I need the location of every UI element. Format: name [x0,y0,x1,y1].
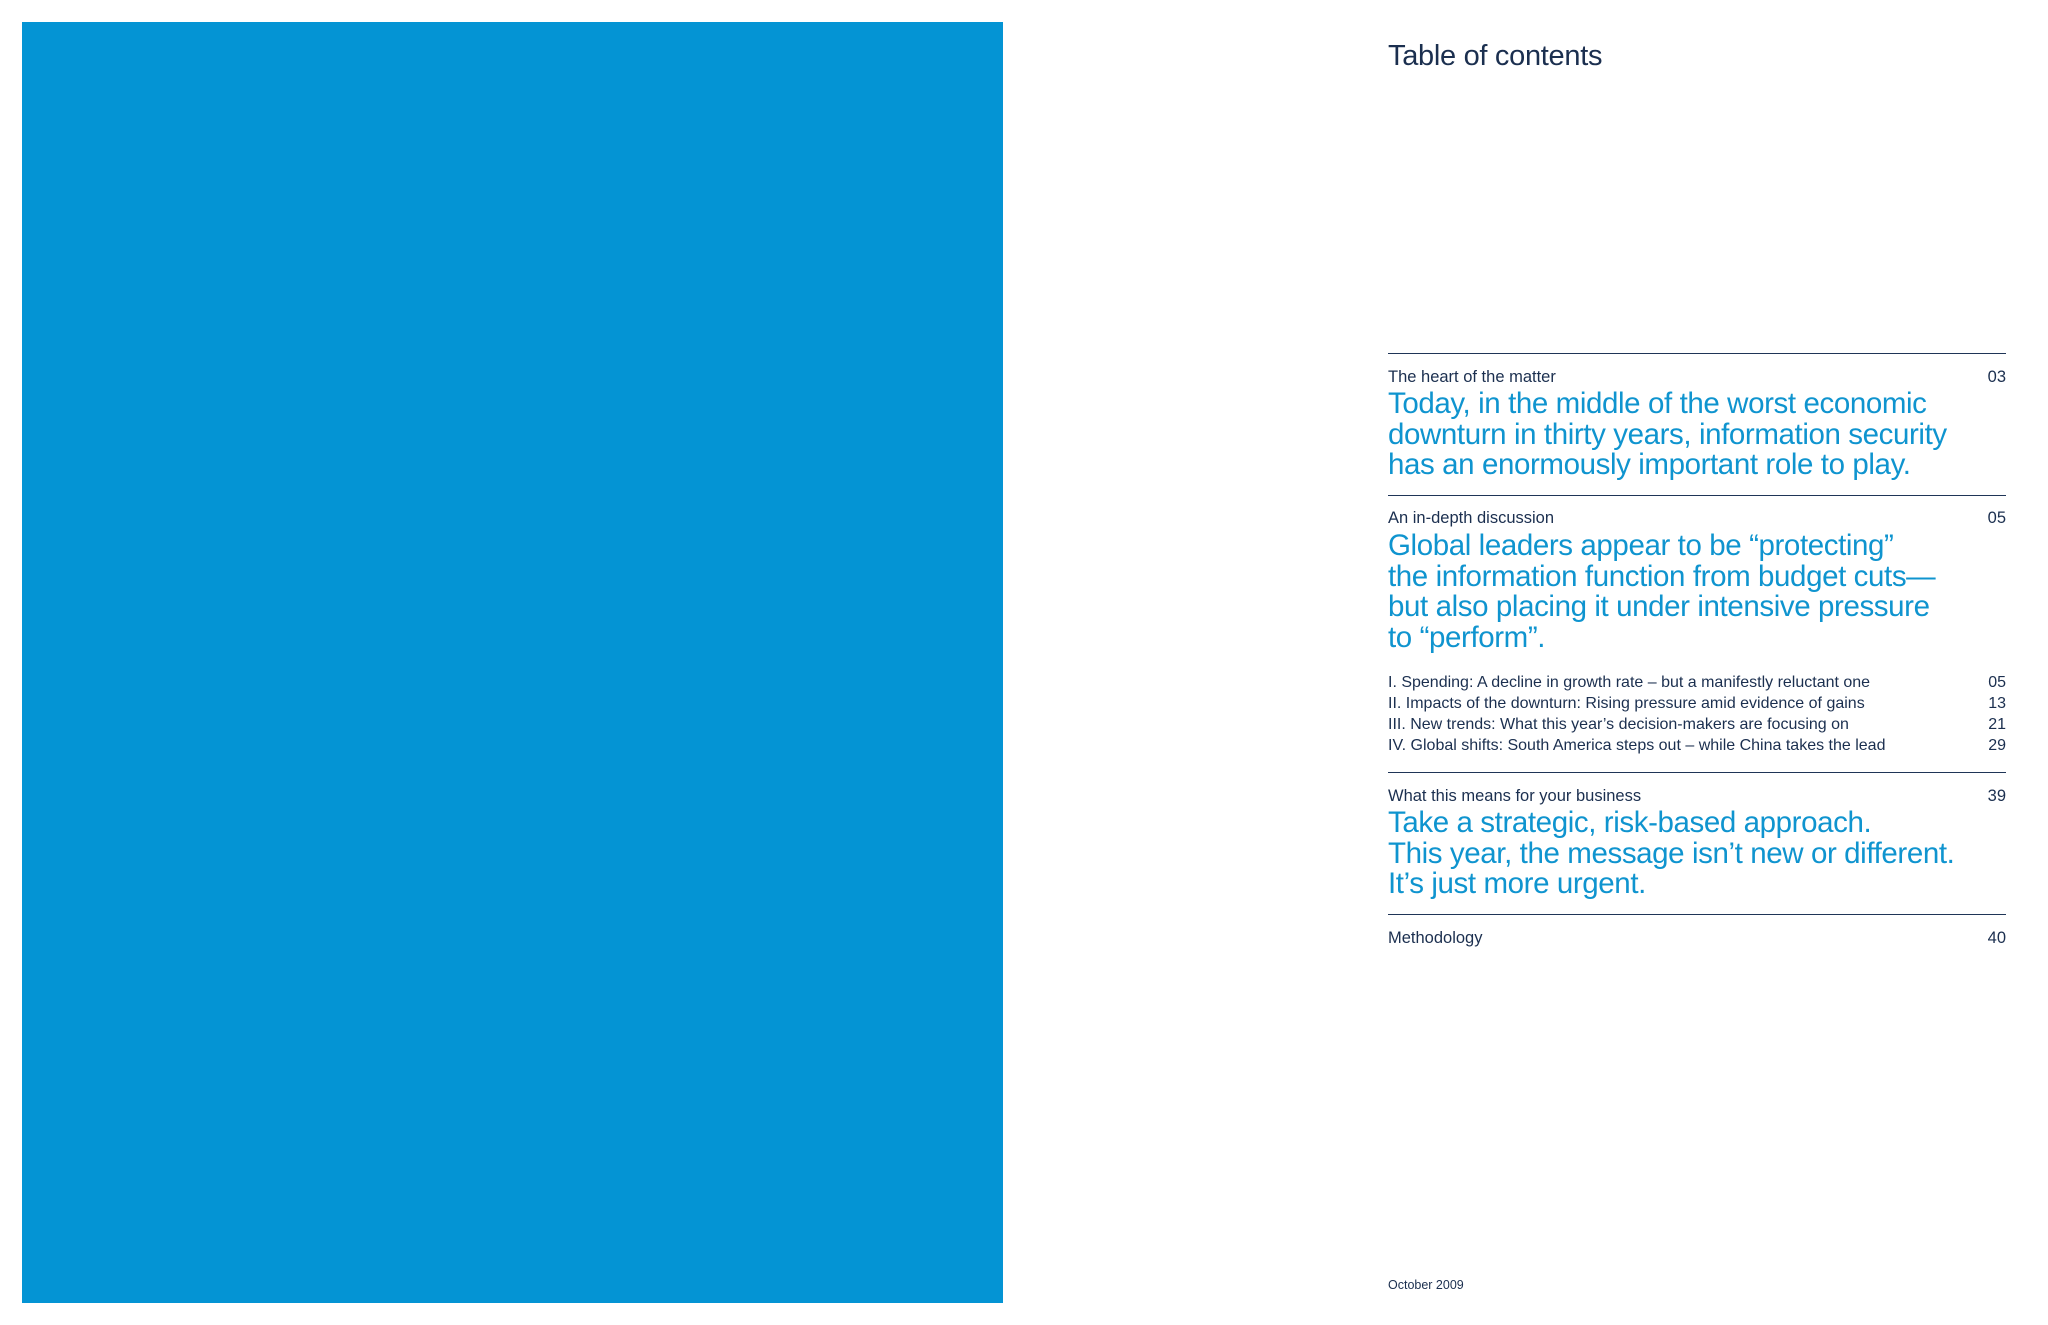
subsection-label: IV. Global shifts: South America steps out – while China takes the lead [1388,737,1886,754]
section-divider [1388,772,2006,773]
page-number: 29 [1988,737,2006,754]
headline-line: Today, in the middle of the worst economic [1388,387,1927,420]
subsection-entry[interactable] [1388,693,2006,714]
page-number: 13 [1988,695,2006,712]
publication-date: October 2009 [1388,1278,1464,1292]
section-divider [1388,353,2006,354]
subsection-entry[interactable] [1388,714,2006,735]
toc-entry-what-this-means[interactable] [1388,787,2006,806]
headline-line: This year, the message isn’t new or different. [1388,836,1955,870]
section-divider [1388,914,2006,915]
cover-color-panel [22,22,1003,1303]
headline-line: but also placing it under intensive pressure [1388,590,1930,623]
headline-line: Global leaders appear to be “protecting” [1388,529,1894,562]
page-number: 03 [1987,368,2006,386]
toc-entry-methodology[interactable] [1388,929,2006,948]
section-kicker: An in-depth discussion [1388,509,1555,527]
headline-line: has an enormously important role to play. [1388,448,1911,481]
section-kicker: Methodology [1388,929,1483,947]
toc-title: Table of contents [1388,40,1603,72]
section-headline [1388,808,2028,900]
subsection-entry[interactable] [1388,672,2006,693]
page-number: 05 [1988,674,2006,691]
subsection-list [1388,672,2006,756]
section-divider [1388,495,2006,496]
headline-line: the information function from budget cuts— [1388,559,1936,593]
headline-line: Take a strategic, risk-based approach. [1388,806,1872,839]
subsection-label: III. New trends: What this year’s decision-makers are focusing on [1388,716,1849,733]
page-number: 40 [1987,929,2006,947]
headline-line: to “perform”. [1388,620,1546,654]
headline-line: It’s just more urgent. [1388,867,1646,900]
section-headline [1388,531,2028,653]
headline-line: downturn in thirty years, information security [1388,417,1947,451]
toc-entry-heart-of-the-matter[interactable] [1388,368,2006,387]
page-number: 39 [1987,787,2006,805]
section-kicker: The heart of the matter [1388,368,1556,386]
section-headline [1388,389,2028,481]
subsection-entry[interactable] [1388,735,2006,756]
page-number: 21 [1988,716,2006,733]
subsection-label: II. Impacts of the downturn: Rising pressure amid evidence of gains [1388,695,1865,712]
page-number: 05 [1987,509,2006,527]
subsection-label: I. Spending: A decline in growth rate – but a manifestly reluctant one [1388,674,1871,691]
section-kicker: What this means for your business [1388,787,1642,805]
toc-entry-in-depth-discussion[interactable] [1388,509,2006,528]
table-of-contents [1388,0,2006,1325]
